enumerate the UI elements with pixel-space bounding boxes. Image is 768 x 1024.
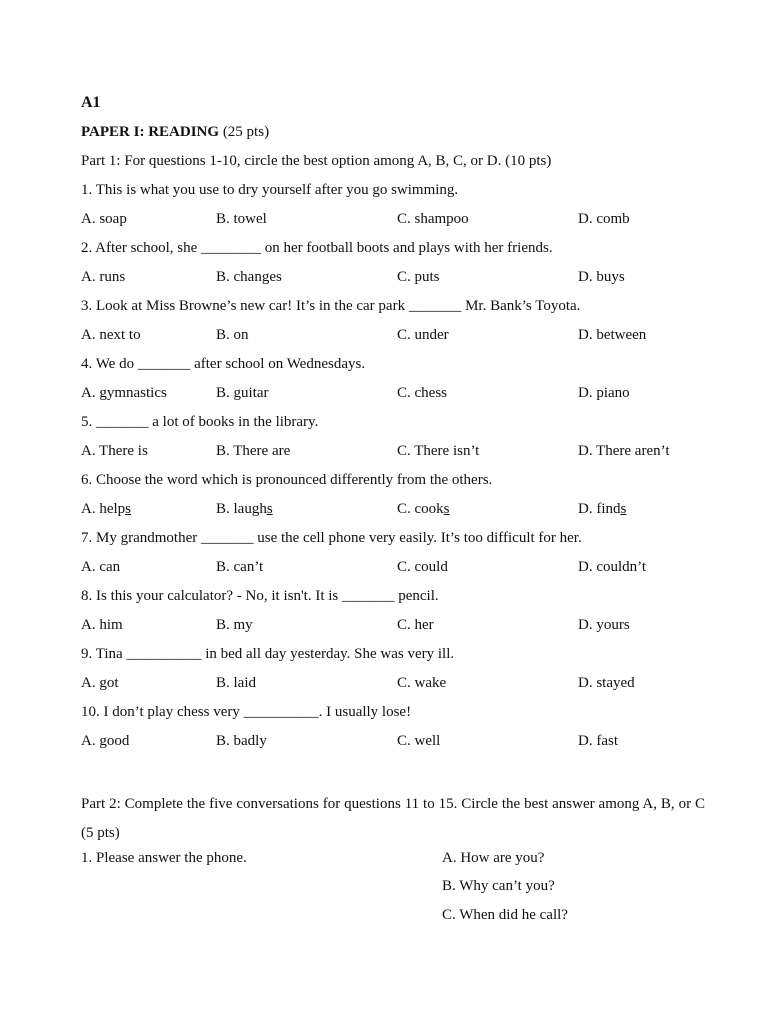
question-text: 5. _______ a lot of books in the library. [81,414,319,430]
option-c[interactable]: C. puts [397,269,440,285]
option-a[interactable]: A. There is [81,443,148,459]
question-7 [0,528,768,586]
option-a[interactable] [81,499,131,519]
option-a[interactable]: A. runs [81,269,126,285]
paper-heading [81,122,269,142]
question-text: 10. I don’t play chess very __________. I usually lose! [81,704,412,720]
option-d[interactable]: D. fast [578,733,618,749]
underlined-letter: s [620,501,627,517]
option-c[interactable]: C. chess [397,385,447,401]
option-c[interactable]: C. could [397,559,448,575]
option-c[interactable] [397,499,450,519]
option-a[interactable]: A. good [81,733,130,749]
option-b[interactable] [216,499,273,519]
option-b[interactable]: B. on [216,327,249,343]
underlined-letter: s [443,501,450,517]
underlined-letter: s [125,501,132,517]
question-text: 4. We do _______ after school on Wednesdays. [81,356,366,372]
question-text: 2. After school, she ________ on her football boots and plays with her friends. [81,240,553,256]
option-b[interactable]: B. badly [216,733,267,749]
option-a[interactable]: A. him [81,617,123,633]
paper-points: (25 pts) [219,124,270,140]
conversation-1-option-a[interactable]: A. How are you? [442,850,545,866]
option-d[interactable]: D. stayed [578,675,635,691]
question-text: 8. Is this your calculator? - No, it isn't. It is _______ pencil. [81,588,439,604]
option-c[interactable]: C. shampoo [397,211,469,227]
option-word: C. cook [397,501,444,517]
conversation-1-option-b[interactable]: B. Why can’t you? [442,878,555,894]
option-a[interactable]: A. can [81,559,121,575]
option-d[interactable]: D. couldn’t [578,559,647,575]
option-d[interactable]: D. There aren’t [578,443,670,459]
question-2 [0,238,768,296]
option-c[interactable]: C. well [397,733,441,749]
option-d[interactable]: D. buys [578,269,625,285]
option-a[interactable]: A. got [81,675,119,691]
option-word: D. find [578,501,621,517]
option-b[interactable]: B. laid [216,675,256,691]
paper-title: PAPER I: READING [81,124,220,140]
question-text: 9. Tina __________ in bed all day yesterday. She was very ill. [81,646,455,662]
question-text: 1. This is what you use to dry yourself after you go swimming. [81,182,459,198]
option-b[interactable]: B. my [216,617,253,633]
question-6 [0,470,768,528]
option-b[interactable]: B. can’t [216,559,264,575]
level-heading: A1 [81,94,101,111]
option-word: A. help [81,501,126,517]
option-d[interactable] [578,499,626,519]
option-d[interactable]: D. piano [578,385,630,401]
question-3 [0,296,768,354]
question-list [0,180,768,760]
conversation-1-prompt: 1. Please answer the phone. [81,850,247,866]
part1-instruction: Part 1: For questions 1-10, circle the best option among A, B, C, or D. (10 pts) [81,153,552,169]
question-10 [0,702,768,760]
question-text: 3. Look at Miss Browne’s new car! It’s in the car park _______ Mr. Bank’s Toyota. [81,298,581,314]
question-9 [0,644,768,702]
option-b[interactable]: B. guitar [216,385,269,401]
option-d[interactable]: D. comb [578,211,630,227]
question-8 [0,586,768,644]
question-4 [0,354,768,412]
question-5 [0,412,768,470]
option-d[interactable]: D. between [578,327,647,343]
option-a[interactable]: A. gymnastics [81,385,167,401]
option-b[interactable]: B. There are [216,443,291,459]
option-word: B. laugh [216,501,267,517]
question-text: 7. My grandmother _______ use the cell phone very easily. It’s too difficult for her. [81,530,582,546]
conversation-1-option-c[interactable]: C. When did he call? [442,907,568,923]
option-b[interactable]: B. towel [216,211,267,227]
option-c[interactable]: C. her [397,617,434,633]
part2-instruction: Part 2: Complete the five conversations for questions 11 to 15. Circle the best answer among A, B, or C (5 pts) [81,796,705,841]
option-a[interactable]: A. soap [81,211,127,227]
option-c[interactable]: C. under [397,327,449,343]
question-text: 6. Choose the word which is pronounced differently from the others. [81,472,493,488]
option-a[interactable]: A. next to [81,327,141,343]
underlined-letter: s [266,501,273,517]
option-b[interactable]: B. changes [216,269,282,285]
option-c[interactable]: C. There isn’t [397,443,480,459]
option-d[interactable]: D. yours [578,617,630,633]
question-1 [0,180,768,238]
option-c[interactable]: C. wake [397,675,447,691]
